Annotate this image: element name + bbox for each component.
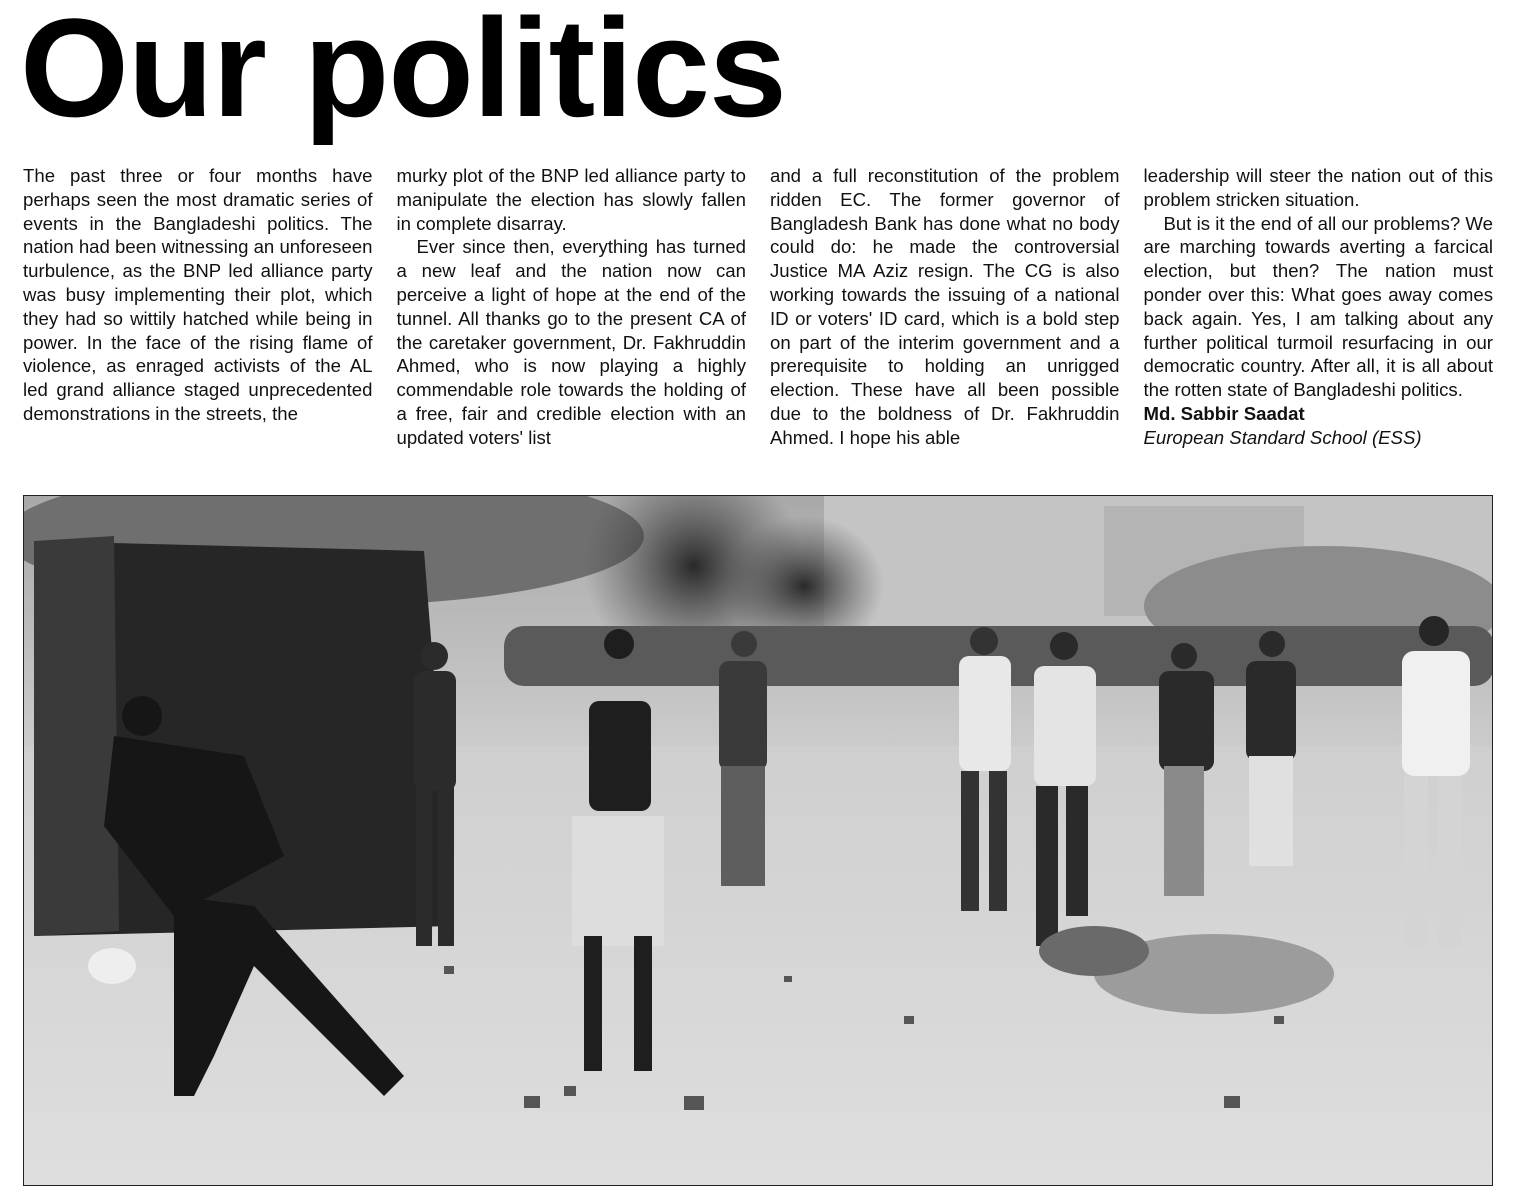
article-body xyxy=(23,164,1493,478)
paragraph: But is it the end of all our problems? We are marching towards averting a farcical election, but then? The nation must ponder over this: What goes away comes back again. Yes, I am talking about any further political turmoil resurfacing in our democratic country. After all, it is all about the rotten state of Bangladeshi politics. xyxy=(1143,212,1493,401)
protester xyxy=(719,631,767,886)
paragraph: leadership will steer the nation out of this problem stricken situation. xyxy=(1143,165,1493,210)
paragraph: murky plot of the BNP led alliance party to manipulate the election has slowly fallen in complete disarray. xyxy=(396,165,746,234)
protester xyxy=(1246,631,1296,866)
paragraph: The past three or four months have perhaps seen the most dramatic series of events in the Bangladeshi politics. The nation had been witnessing an unforeseen turbulence, as the BNP led alliance party was busy implementing their plot, which they had so wittily hatched while being in power. In the face of the rising flame of violence, as enraged activists of the AL led grand alliance staged unprecedented demonstrations in the streets, the xyxy=(23,165,373,424)
stone xyxy=(444,966,454,974)
author-school: European Standard School (ESS) xyxy=(1143,426,1422,448)
stone xyxy=(904,1016,914,1024)
stone xyxy=(1274,1016,1284,1024)
street-protest-photo xyxy=(23,495,1493,1186)
article-column-4 xyxy=(1144,164,1494,478)
stone xyxy=(524,1096,540,1108)
stone xyxy=(784,976,792,982)
author-name: Md. Sabbir Saadat xyxy=(1143,402,1305,424)
headline: Our politics xyxy=(20,0,786,146)
paragraph: and a full reconstitution of the problem ridden EC. The former governor of Bangladesh Bank has done what no body could do: he made the controversial Justice MA Aziz resign. The CG is also working towards the issuing of a national ID or voters' ID card, which is a bold step on part of the interim government and a prerequisite to holding an unrigged election. These have all been possible due to the boldness of Dr. Fakhruddin Ahmed. I hope his able xyxy=(770,165,1120,448)
article-column-2 xyxy=(397,164,747,478)
metal-container-side xyxy=(34,536,119,936)
paragraph: Ever since then, everything has turned a new leaf and the nation now can perceive a light of hope at the end of the tunnel. All thanks go to the present CA of the caretaker government, Dr. Fakhruddin Ahmed, who is now playing a highly commendable role towards the holding of a free, fair and credible election with an updated voters' list xyxy=(396,236,746,448)
stone xyxy=(564,1086,576,1096)
article-column-3 xyxy=(770,164,1120,478)
stone xyxy=(1224,1096,1240,1108)
article-column-1 xyxy=(23,164,373,478)
stone xyxy=(684,1096,704,1110)
tin-pot xyxy=(88,948,136,984)
debris xyxy=(1039,926,1149,976)
